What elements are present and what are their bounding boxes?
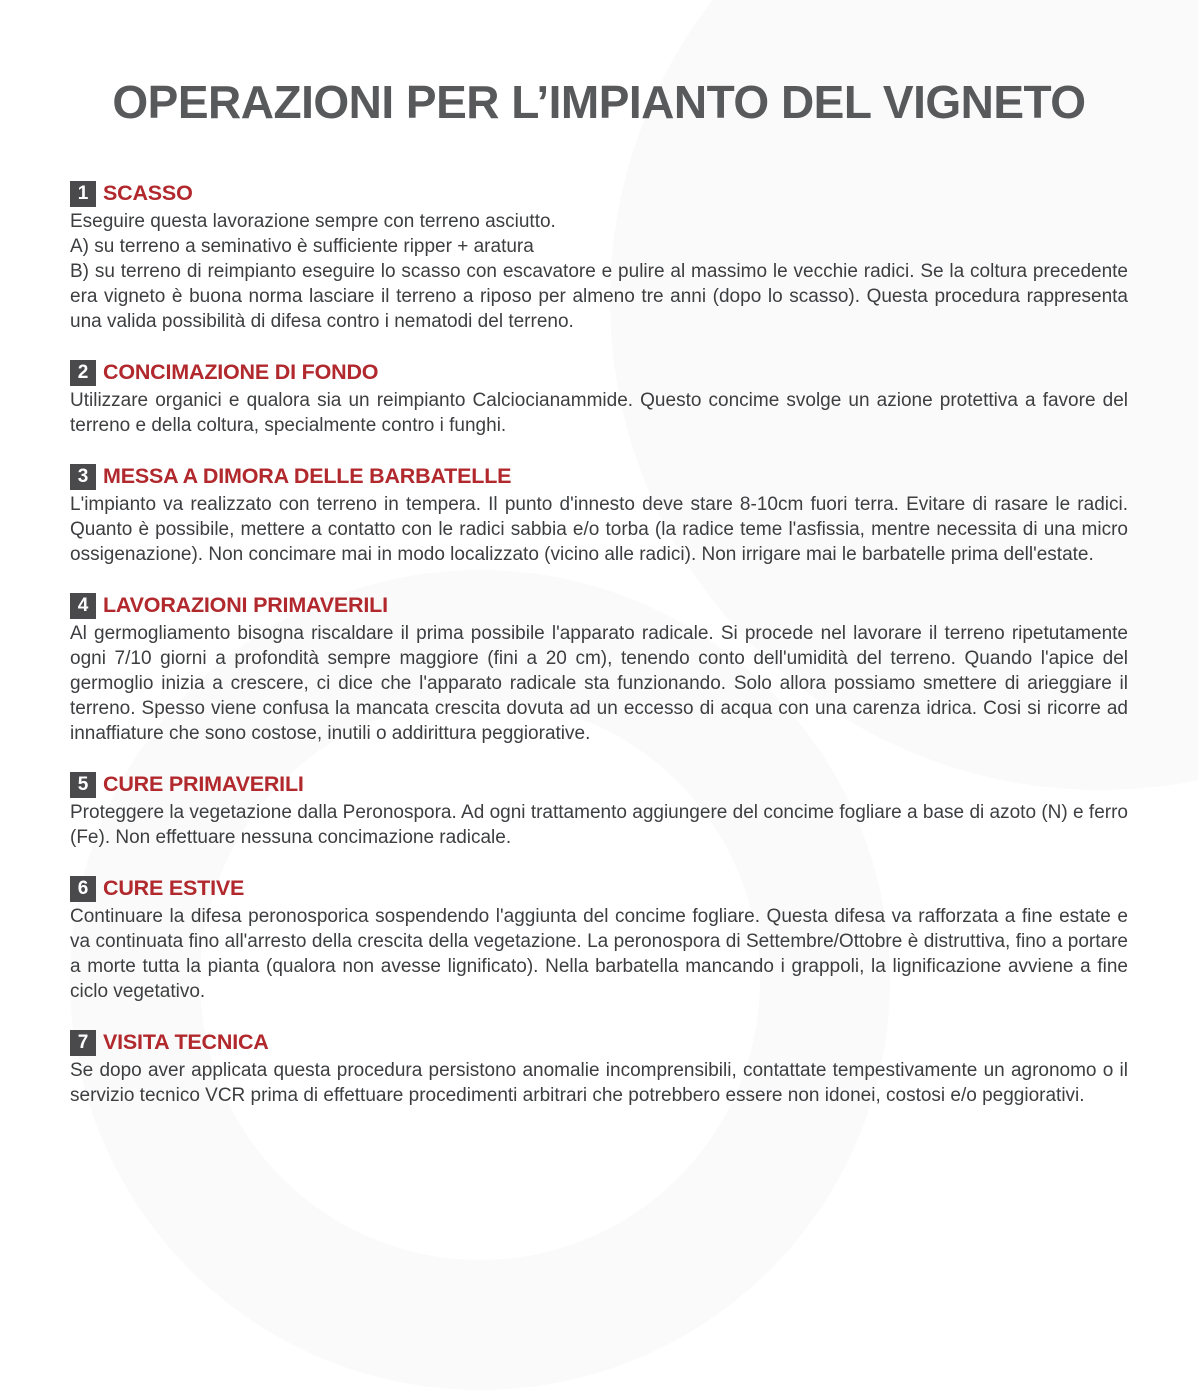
section-paragraph: Continuare la difesa peronosporica sospendendo l'aggiunta del concime fogliare. Questa difesa va rafforzata a fine estate e va continuata fino all'arresto della crescita della vegetazione. La peronospora di Settembre/Ottobre è distruttiva, fino a portare a morte tutta la pianta (qualora non avesse lignificato). Nella barbatella mancando i grappoli, la lignificazione avviene a fine ciclo vegetativo.	[70, 905, 1128, 1002]
section-paragraph: Eseguire questa lavorazione sempre con terreno asciutto.	[70, 210, 556, 232]
section-lavorazioni-primaverili	[70, 593, 1128, 746]
section-cure-estive	[70, 876, 1128, 1004]
section-number-badge: 7	[70, 1030, 96, 1056]
section-paragraph: Utilizzare organici e qualora sia un reimpianto Calciocianammide. Questo concime svolge un azione protettiva a favore del terreno e della coltura, specialmente contro i funghi.	[70, 389, 1128, 436]
section-heading: LAVORAZIONI PRIMAVERILI	[103, 593, 388, 618]
section-heading: SCASSO	[103, 181, 193, 206]
section-cure-primaverili	[70, 772, 1128, 850]
section-paragraph: A) su terreno a seminativo è sufficiente ripper + aratura	[70, 235, 534, 257]
section-number-badge: 6	[70, 876, 96, 902]
section-heading: VISITA TECNICA	[103, 1030, 269, 1055]
section-number-badge: 4	[70, 593, 96, 619]
section-header	[70, 593, 1128, 619]
section-header	[70, 876, 1128, 902]
section-visita-tecnica	[70, 1030, 1128, 1108]
section-heading: CONCIMAZIONE DI FONDO	[103, 360, 379, 385]
section-heading: CURE ESTIVE	[103, 876, 245, 901]
section-header	[70, 464, 1128, 490]
section-number-badge: 1	[70, 181, 96, 207]
section-header	[70, 772, 1128, 798]
section-concimazione-di-fondo	[70, 360, 1128, 438]
section-heading: CURE PRIMAVERILI	[103, 772, 304, 797]
section-paragraph: Proteggere la vegetazione dalla Peronospora. Ad ogni trattamento aggiungere del concime fogliare a base di azoto (N) e ferro (Fe). Non effettuare nessuna concimazione radicale.	[70, 801, 1128, 848]
section-scasso	[70, 181, 1128, 334]
section-messa-a-dimora	[70, 464, 1128, 567]
section-paragraph: B) su terreno di reimpianto eseguire lo scasso con escavatore e pulire al massimo le vecchie radici. Se la coltura precedente era vigneto è buona norma lasciare il terreno a riposo per almeno tre anni (dopo lo scasso). Questa procedura rappresenta una valida possibilità di difesa contro i nematodi del terreno.	[70, 260, 1128, 332]
section-paragraph: Al germogliamento bisogna riscaldare il prima possibile l'apparato radicale. Si procede nel lavorare il terreno ripetutamente ogni 7/10 giorni a profondità sempre maggiore (fini a 20 cm), tenendo conto dell'umidità del terreno. Quando l'apice del germoglio inizia a crescere, ci dice che l'apparato radicale sta funzionando. Solo allora possiamo smettere di arieggiare il terreno. Spesso viene confusa la mancata crescita dovuta ad un eccesso di acqua con una carenza idrica. Cosi si ricorre ad innaffiature che sono costose, inutili o addirittura peggiorative.	[70, 622, 1128, 744]
section-header	[70, 1030, 1128, 1056]
section-paragraph: Se dopo aver applicata questa procedura persistono anomalie incomprensibili, contattate tempestivamente un agronomo o il servizio tecnico VCR prima di effettuare procedimenti arbitrari che potrebbero essere non idonei, costosi e/o peggiorativi.	[70, 1059, 1128, 1106]
section-paragraph: L'impianto va realizzato con terreno in tempera. Il punto d'innesto deve stare 8-10cm fuori terra. Evitare di rasare le radici. Quanto è possibile, mettere a contatto con le radici sabbia e/o torba (la radice teme l'asfissia, mentre necessita di una micro ossigenazione). Non concimare mai in modo localizzato (vicino alle radici). Non irrigare mai le barbatelle prima dell'estate.	[70, 493, 1128, 565]
page-title: OPERAZIONI PER L’IMPIANTO DEL VIGNETO	[112, 76, 1086, 128]
section-number-badge: 2	[70, 360, 96, 386]
section-header	[70, 181, 1128, 207]
section-heading: MESSA A DIMORA DELLE BARBATELLE	[103, 464, 512, 489]
section-number-badge: 3	[70, 464, 96, 490]
section-number-badge: 5	[70, 772, 96, 798]
section-header	[70, 360, 1128, 386]
